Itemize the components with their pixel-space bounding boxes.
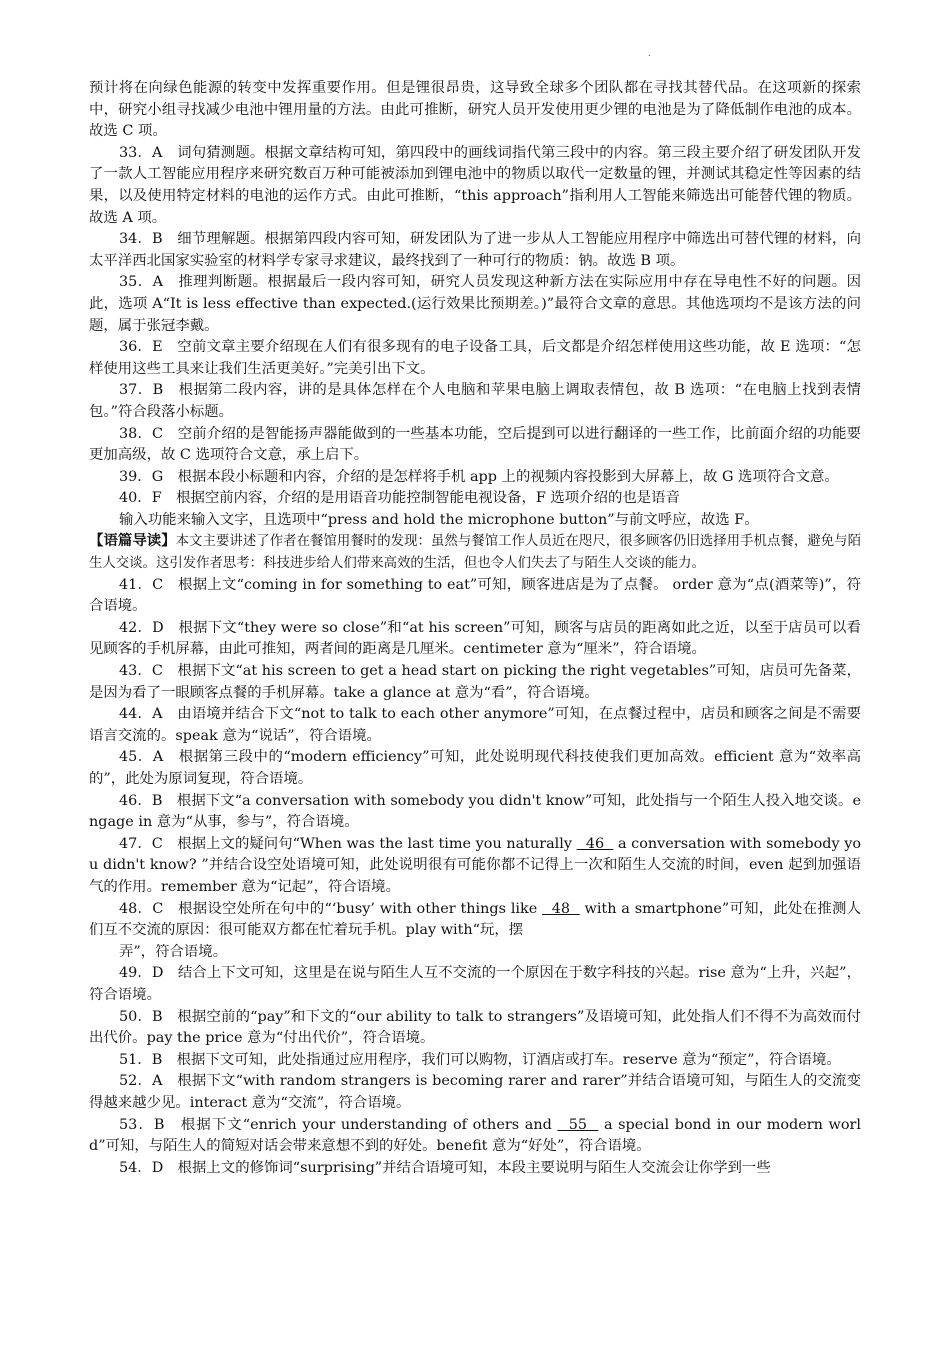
explanation-paragraph (89, 834, 861, 899)
explanation-paragraph: 46．B 根据下文“a conversation with somebody you didn't know”可知，此处指与一个陌生人投入地交谈。engage in 意为“从事，参与”，符合语境。 (89, 792, 861, 831)
explanation-paragraph: 35．A 推理判断题。根据最后一段内容可知，研究人员发现这种新方法在实际应用中存在导电性不好的问题。因此，选项 A“It is less effective than expected.(运行效果比预期差。)”最符合文章的意思。其他选项均不是该方法的问题，属于张冠李戴。 (89, 274, 861, 334)
explanation-paragraph: 37．B 根据第二段内容，讲的是具体怎样在个人电脑和苹果电脑上调取表情包，故 B 选项：“在电脑上找到表情包。”符合段落小标题。 (89, 382, 861, 420)
blank-number: 46 (576, 835, 614, 852)
explanation-paragraph (89, 1115, 861, 1158)
explanation-paragraph: 40．F 根据空前内容，介绍的是用语音功能控制智能电视设备，F 选项介绍的也是语音 (119, 490, 680, 507)
explanation-paragraph: 38．C 空前介绍的是智能扬声器能做到的一些基本功能，空后提到可以进行翻译的一些工作，比前面介绍的功能要更加高级，故 C 选项符合文意，承上启下。 (89, 425, 861, 464)
explanation-paragraph: 36．E 空前文章主要介绍现在人们有很多现有的电子设备工具，后文都是介绍怎样使用这些功能，故 E 选项：“怎样使用这些工具来让我们生活更美好。”完美引出下文。 (89, 339, 861, 377)
explanation-paragraph: 50．B 根据空前的“pay”和下文的“our ability to talk to strangers”及语境可知，此处指人们不得不为高效而付出代价。pay the price 意为“付出代价”，符合语境。 (89, 1008, 861, 1047)
explanation-paragraph: 45．A 根据第三段中的“modern efficiency”可知，此处说明现代科技使我们更加高效。efficient 意为“效率高的”，此处为原词复现，符合语境。 (89, 749, 861, 787)
explanation-paragraph (89, 899, 861, 942)
explanation-paragraph: 预计将在向绿色能源的转变中发挥重要作用。但是锂很昂贵，这导致全球多个团队都在寻找其替代品。在这项新的探索中，研究小组寻找减少电池中锂用量的方法。由此可推断，研究人员开发使用更少锂的电池是为了降低制作电池的成本。故选 C 项。 (89, 80, 861, 140)
explanation-paragraph: 49．D 结合上下文可知，这里是在说与陌生人互不交流的一个原因在于数字科技的兴起。rise 意为“上升，兴起”，符合语境。 (89, 965, 861, 1003)
explanation-paragraph: 44．A 由语境并结合下文“not to talk to each other anymore”可知，在点餐过程中，店员和顾客之间是不需要语言交流的。speak 意为“说话”，符合语境。 (89, 706, 861, 744)
passage-guide (89, 531, 861, 574)
text-run: 53．B 根据下文“enrich your understanding of others and (119, 1116, 558, 1133)
explanation-paragraph: 输入功能来输入文字，且选项中“press and hold the microphone button”与前文呼应，故选 F。 (119, 511, 759, 528)
text-run: with a smartphone”可知，此处在推测人们互不交流的原因：很可能双方都在忙着玩手机。play with“玩，摆 (89, 900, 861, 939)
explanation-paragraph: 39．G 根据本段小标题和内容，介绍的是怎样将手机 app 上的视频内容投影到大屏幕上，故 G 选项符合文意。 (119, 468, 839, 485)
passage-guide-text: 本文主要讲述了作者在餐馆用餐时的发现：虽然与餐馆工作人员近在咫尺，很多顾客仍旧选择用手机点餐，避免与陌生人交谈。这引发作者思考：科技进步给人们带来高效的生活，但也令人们失去了与陌生人交谈的能力。 (89, 534, 861, 572)
text-run: a conversation with somebody you didn't know? ”并结合设空处语境可知，此处说明很有可能你都不记得上一次和陌生人交流的时间，even 起到加强语气的作用。remember 意为“记起”，符合语境。 (89, 835, 861, 895)
text-run: 47．C 根据上文的疑问句“When was the last time you naturally (119, 835, 577, 852)
explanation-paragraph: 34．B 细节理解题。根据第四段内容可知，研发团队为了进一步从人工智能应用程序中筛选出可替代锂的材料，向太平洋西北国家实验室的材料学专家寻求建议，最终找到了一种可行的物质：钠。故选 B 项。 (89, 231, 861, 269)
text-run: a special bond in our modern world”可知，与陌生人的简短对话会带来意想不到的好处。benefit 意为“好处”，符合语境。 (89, 1116, 861, 1155)
explanation-paragraph: 43．C 根据下文“at his screen to get a head start on picking the right vegetables”可知，店员可先备菜，是因为看了一眼顾客点餐的手机屏幕。take a glance at 意为“看”，符合语境。 (89, 663, 861, 701)
answer-explanations (89, 78, 861, 1179)
header-mark: . (648, 48, 651, 58)
explanation-paragraph: 52．A 根据下文“with random strangers is becoming rarer and rarer”并结合语境可知，与陌生人的交流变得越来越少见。interact 意为“交流”，符合语境。 (89, 1073, 861, 1111)
explanation-paragraph: 41．C 根据上文“coming in for something to eat”可知，顾客进店是为了点餐。 order 意为“点(酒菜等)”，符合语境。 (89, 576, 861, 615)
explanation-paragraph: 54．D 根据上文的修饰词“surprising”并结合语境可知，本段主要说明与陌生人交流会让你学到一些 (119, 1159, 771, 1176)
passage-guide-label: 【语篇导读】 (89, 533, 176, 550)
blank-number: 55 (557, 1116, 599, 1133)
explanation-paragraph: 42．D 根据下文“they were so close”和“at his screen”可知，顾客与店员的距离如此之近，以至于店员可以看见顾客的手机屏幕，由此可推知，两者间的距离是几厘米。centimeter 意为“厘米”，符合语境。 (89, 619, 861, 658)
explanation-paragraph: 51．B 根据下文可知，此处指通过应用程序，我们可以购物，订酒店或打车。reserve 意为“预定”，符合语境。 (119, 1051, 841, 1068)
explanation-paragraph: 33．A 词句猜测题。根据文章结构可知，第四段中的画线词指代第三段中的内容。第三段主要介绍了研发团队开发了一款人工智能应用程序来研究数百万种可能被添加到锂电池中的物质以取代一定数量的锂，并测试其稳定性等因素的结果，以及使用特定材料的电池的运作方式。由此可推断，“this approach”指利用人工智能来筛选出可能替代锂的物质。故选 A 项。 (89, 144, 861, 226)
blank-number: 48 (542, 900, 580, 917)
explanation-paragraph: 弄”，符合语境。 (119, 943, 228, 960)
text-run: 48．C 根据设空处所在句中的“‘busy’ with other things like (119, 900, 543, 917)
